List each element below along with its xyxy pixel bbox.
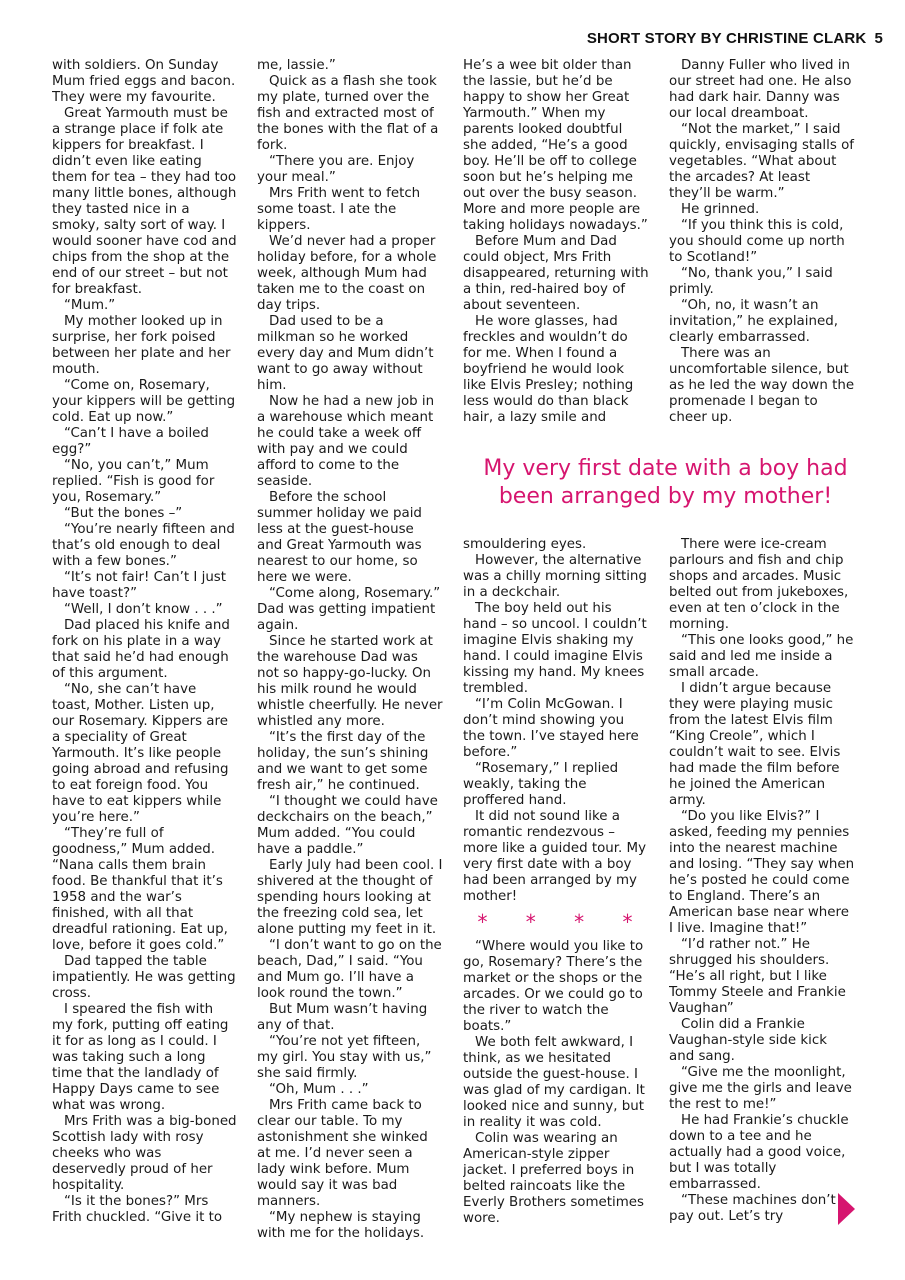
column-3-bottom-upper [463,537,649,905]
column-3-top [463,58,649,426]
paragraph: Mrs Frith came back to clear our table. To my astonishment she winked at me. I’d never seen a lady wink before. Mum would say it was bad manners. [257,1098,428,1209]
paragraph: Mrs Frith was a big-boned Scottish lady with rosy cheeks who was deservedly proud of her hospitality. [52,1114,237,1193]
paragraph: He grinned. [681,202,760,217]
paragraph: “Can’t I have a boiled egg?” [52,426,209,457]
paragraph: “Come on, Rosemary, your kippers will be getting cold. Eat up now.” [52,378,236,425]
paragraph: “Mum.” [64,298,116,313]
paragraph: “Oh, Mum . . .” [269,1082,369,1097]
paragraph: He wore glasses, had freckles and wouldn’t do for me. When I found a boyfriend he would look like Elvis Presley; nothing less would do than black hair, a lazy smile and [463,314,634,425]
paragraph: We both felt awkward, I think, as we hesitated outside the guest-house. I was glad of my cardigan. It looked nice and sunny, but in reality it was cold. [463,1035,645,1130]
column-2 [257,58,443,1242]
paragraph: “You’re not yet fifteen, my girl. You stay with us,” she said firmly. [257,1034,432,1081]
paragraph: But Mum wasn’t having any of that. [257,1002,428,1033]
paragraph: Quick as a flash she took my plate, turned over the fish and extracted most of the bones with the flat of a fork. [257,74,439,153]
pull-quote: My very first date with a boy had been arranged by my mother! [483,456,848,509]
paragraph: Colin was wearing an American-style zipper jacket. I preferred boys in belted raincoats like the Everly Brothers sometimes wore. [463,1131,645,1226]
paragraph: Dad used to be a milkman so he worked every day and Mum didn’t want to go away without him. [257,314,434,393]
paragraph: “I don’t want to go on the beach, Dad,” I said. “You and Mum go. I’ll have a look round the town.” [257,938,442,1001]
paragraph: “It’s the first day of the holiday, the sun’s shining and we want to get some fresh air,” he continued. [257,730,429,793]
paragraph: We’d never had a proper holiday before, for a whole week, although Mum had taken me to the coast on day trips. [257,234,437,313]
paragraph: Dad placed his knife and fork on his plate in a way that said he’d had enough of this argument. [52,618,230,681]
paragraph: “No, thank you,” I said primly. [669,266,833,297]
paragraph: “I’m Colin McGowan. I don’t mind showing you the town. I’ve stayed here before.” [463,697,639,760]
paragraph: “Oh, no, it wasn’t an invitation,” he explained, clearly embarrassed. [669,298,838,345]
paragraph: smouldering eyes. [463,537,587,552]
paragraph: “I’d rather not.” He shrugged his shoulders. “He’s all right, but I like Tommy Steele and Frankie Vaughan” [669,937,846,1016]
paragraph: Dad tapped the table impatiently. He was getting cross. [52,954,236,1001]
paragraph: “If you think this is cold, you should come up north to Scotland!” [669,218,845,265]
paragraph: “There you are. Enjoy your meal.” [257,154,415,185]
paragraph: “You’re nearly fifteen and that’s old enough to deal with a few bones.” [52,522,235,569]
paragraph: Colin did a Frankie Vaughan-style side kick and sang. [669,1017,827,1064]
page-number: 5 [874,30,883,47]
paragraph: “But the bones –” [64,506,183,521]
paragraph: “Rosemary,” I replied weakly, taking the proffered hand. [463,761,619,808]
paragraph: “Give me the moonlight, give me the girls and leave the rest to me!” [669,1065,852,1112]
paragraph: with soldiers. On Sunday Mum fried eggs and bacon. They were my favourite. [52,58,236,105]
paragraph: “This one looks good,” he said and led me inside a small arcade. [669,633,854,680]
paragraph: “No, you can’t,” Mum replied. “Fish is good for you, Rosemary.” [52,458,215,505]
paragraph: Before Mum and Dad could object, Mrs Frith disappeared, returning with a thin, red-haired boy of about seventeen. [463,234,649,313]
paragraph: Early July had been cool. I shivered at the thought of spending hours looking at the freezing cold sea, let alone putting my feet in it. [257,858,443,937]
paragraph: I didn’t argue because they were playing music from the latest Elvis film “King Creole”, which I couldn’t wait to see. Elvis had made the film before he joined the American army. [669,681,841,808]
paragraph: “My nephew is staying with me for the holidays. [257,1210,425,1241]
paragraph: “Do you like Elvis?” I asked, feeding my pennies into the nearest machine and losing. “They say when he’s posted he could come to England. There’s an American base near where I live. Imagine that!” [669,809,855,936]
paragraph: Since he started work at the warehouse Dad was not so happy-go-lucky. On his milk round he would whistle cheerfully. He never whistled any more. [257,634,443,729]
paragraph: It did not sound like a romantic rendezvous – more like a guided tour. My very first date with a boy had been arranged by my mother! [463,809,647,904]
paragraph: me, lassie.” [257,58,336,73]
paragraph: Mrs Frith went to fetch some toast. I ate the kippers. [257,186,421,233]
paragraph: Danny Fuller who lived in our street had one. He also had dark hair. Danny was our local dreamboat. [669,58,852,121]
paragraph: Now he had a new job in a warehouse which meant he could take a week off with pay and we could afford to come to the seaside. [257,394,435,489]
page-header [587,30,883,47]
paragraph: “They’re full of goodness,” Mum added. “Nana calls them brain food. Be thankful that it’s 1958 and the war’s finished, with all that dreadful rationing. Eat up, love, before it goes cold.” [52,826,228,953]
column-1 [52,58,238,1226]
paragraph: I speared the fish with my fork, putting off eating it for as long as I could. I was taking such a long time that the landlady of Happy Days came to see what was wrong. [52,1002,229,1113]
paragraph: Before the school summer holiday we paid less at the guest-house and Great Yarmouth was nearest to our home, so here we were. [257,490,422,585]
paragraph: He had Frankie’s chuckle down to a tee and he actually had a good voice, but I was totally embarrassed. [669,1113,849,1192]
column-4-top [669,58,855,426]
paragraph: There was an uncomfortable silence, but as he led the way down the promenade I began to cheer up. [669,346,855,425]
paragraph: “It’s not fair! Can’t I just have toast?” [52,570,227,601]
paragraph: “Not the market,” I said quickly, envisaging stalls of vegetables. “What about the arcades? At least they’ll be warm.” [669,122,855,201]
paragraph: However, the alternative was a chilly morning sitting in a deckchair. [463,553,647,600]
paragraph: My mother looked up in surprise, her fork poised between her plate and her mouth. [52,314,231,377]
paragraph: “Well, I don’t know . . .” [64,602,223,617]
paragraph: “I thought we could have deckchairs on the beach,” Mum added. “You could have a paddle.” [257,794,438,857]
paragraph: The boy held out his hand – so uncool. I couldn’t imagine Elvis shaking my hand. I could imagine Elvis kissing my hand. My knees trembled. [463,601,647,696]
paragraph: Great Yarmouth must be a strange place if folk ate kippers for breakfast. I didn’t even like eating them for tea – they had too many little bones, although they tasted nice in a smoky, salty sort of way. I would sooner have cod and chips from the shop at the end of our street – but not for breakfast. [52,106,237,297]
column-3-bottom [463,537,649,1227]
paragraph: There were ice-cream parlours and fish and chip shops and arcades. Music belted out from jukeboxes, even at ten o’clock in the morning. [669,537,849,632]
section-separator: * * * * [477,910,649,934]
story-byline: SHORT STORY BY CHRISTINE CLARK [586,30,867,47]
paragraph: “Where would you like to go, Rosemary? There’s the market or the shops or the arcades. Or we could go to the river to watch the boats.” [463,939,644,1034]
paragraph: “Come along, Rosemary.” Dad was getting impatient again. [257,586,441,633]
paragraph: “No, she can’t have toast, Mother. Listen up, our Rosemary. Kippers are a speciality of Great Yarmouth. It’s like people going abroad and refusing to eat foreign food. You have to eat kippers while you’re here.” [52,682,229,825]
paragraph: “These machines don’t pay out. Let’s try [669,1193,836,1224]
column-3-bottom-lower [463,939,649,1227]
continue-arrow-icon [838,1193,855,1225]
column-4-bottom [669,537,855,1225]
paragraph: He’s a wee bit older than the lassie, but he’d be happy to show her Great Yarmouth.” When my parents looked doubtful she added, “He’s a good boy. He’ll be off to college soon but he’s helping me out over the busy season. More and more people are taking holidays nowadays.” [463,58,648,233]
paragraph: “Is it the bones?” Mrs Frith chuckled. “Give it to [52,1194,223,1225]
